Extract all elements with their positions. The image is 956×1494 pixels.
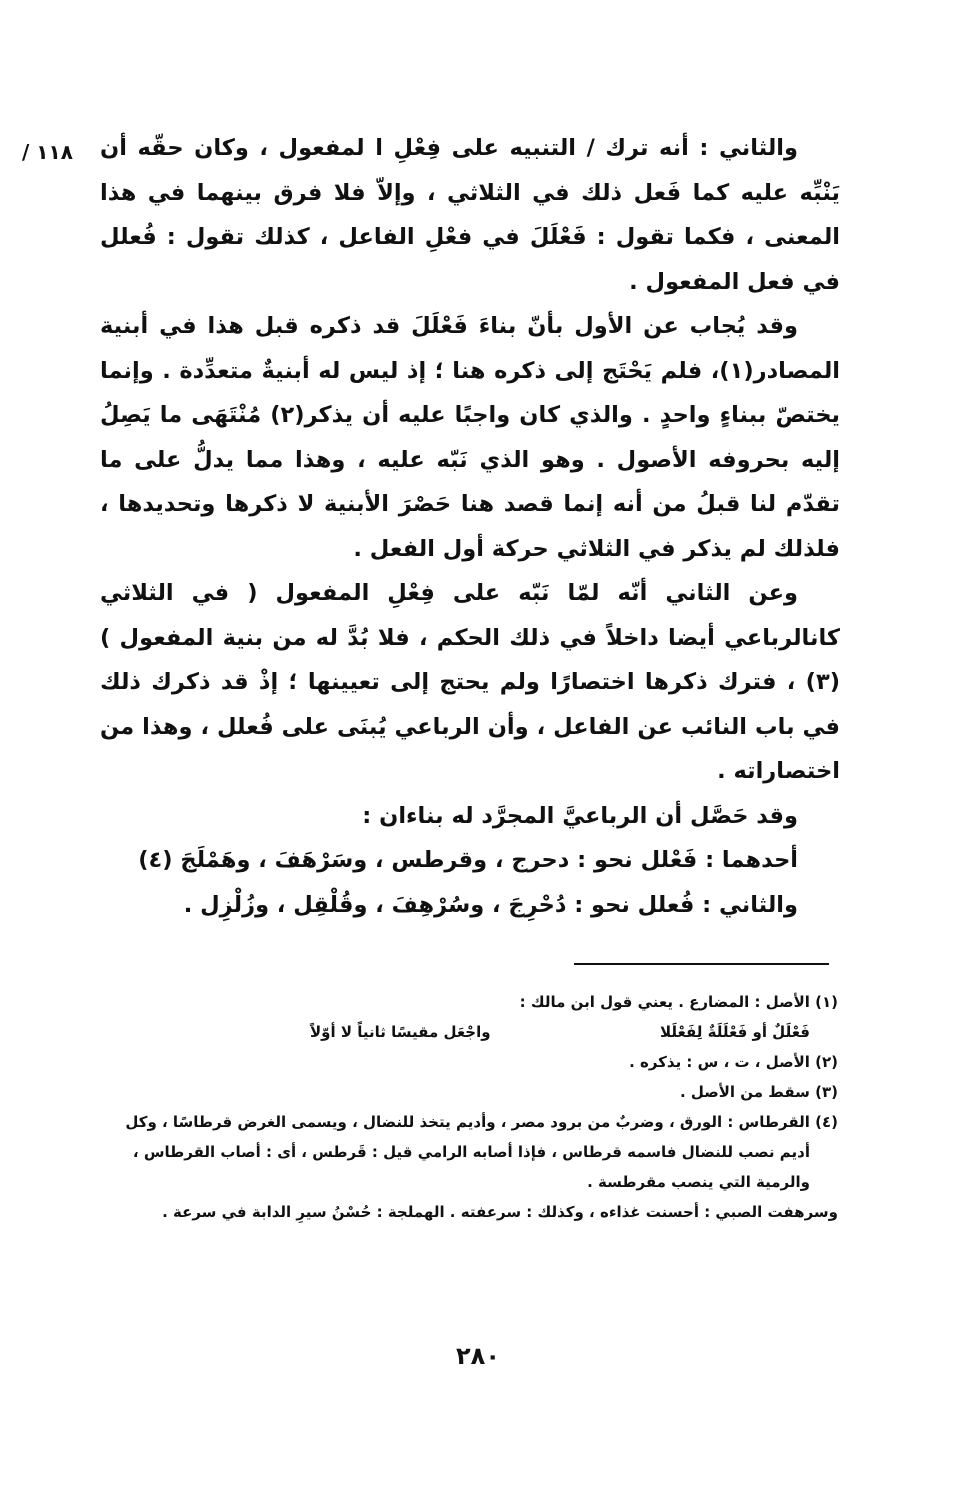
footnote-3: (٣) سقط من الأصل . [679, 1083, 838, 1101]
example-line-2: والثاني : فُعلل نحو : دُحْرِجَ ، وسُرْهِفَ ، وقُلْقِل ، وزُلْزِل . [183, 891, 798, 918]
footnote-4-line-1: (٤) القرطاس : الورق ، وضربٌ من برود مصر ، وأديم يتخذ للنضال ، ويسمى الغرض قرطاسًا ، وكل [125, 1113, 838, 1131]
page-number: ٢٨٠ [456, 1342, 500, 1370]
paragraph-1: والثاني : أنه ترك / التنبيه على فِعْلِ ا لمفعول ، وكان حقّه أن يَنْبِّه عليه كما فَعل ذلك في الثلاثي ، وإلاّ فلا فرق بينهما في هذا المعنى ، فكما تقول : فَعْلَلَ في فعْلِ الفاعل ، كذلك تقول : فُعلل في فعل المفعول . [100, 135, 840, 295]
paragraph-2: وقد يُجاب عن الأول بأنّ بناءَ فَعْلَلَ قد ذكره قبل هذا في أبنية المصادر(١)، فلم يَحْتَج إلى ذكره هنا ؛ إذ ليس له أبنيةٌ متعدِّدة . وإنما يختصّ ببناءٍ واحدٍ . والذي كان واجبًا عليه أن يذكر(٢) مُنْتَهَى ما يَصِلُ إليه بحروفه الأصول . وهو الذي نَبّه عليه ، وهذا مما يدلُّ على ما تقدّم لنا قبلُ من أنه إنما قصد هنا حَصْرَ الأبنية لا ذكرها وتحديدها ، فلذلك لم يذكر في الثلاثي حركة أول الفعل . [100, 313, 840, 562]
paragraph-4: وقد حَصَّل أن الرباعيَّ المجرَّد له بناءان : [362, 802, 798, 829]
footnote-separator [574, 963, 829, 965]
footnote-1-verse [110, 1017, 838, 1047]
main-text [100, 126, 840, 927]
footnote-4-line-4: وسرهفت الصبي : أحسنت غذاءه ، وكذلك : سرعفته . الهملجة : حُسْنُ سيرِ الدابة في سرعة . [162, 1203, 838, 1221]
footnote-2: (٢) الأصل ، ت ، س : يذكره . [629, 1053, 838, 1071]
footnote-1: (١) الأصل : المضارع . يعني قول ابن مالك : [519, 993, 838, 1011]
verse-first-hemistich: فَعْلَلٌ أو فَعْلَلَةٌ لِفَعْلَلا [660, 1023, 810, 1041]
margin-folio-note: ١١٨ / [22, 140, 73, 164]
footnote-4-line-3: والرمية التي ينصب مقرطسة . [587, 1173, 810, 1191]
paragraph-3: وعن الثاني أنّه لمّا نَبّه على فِعْلِ المفعول ( في الثلاثي كانالرباعي أيضا داخلاً في ذلك الحكم ، فلا بُدَّ له من بنية المفعول )(٣) ، فترك ذكرها اختصارًا ولم يحتج إلى تعيينها ؛ إذْ قد ذكرك ذلك في باب النائب عن الفاعل ، وأن الرباعي يُبنَى على فُعلل ، وهذا من اختصاراته . [100, 580, 840, 784]
footnotes [110, 987, 838, 1227]
verse-second-hemistich: واجْعَل مقيسًا ثانياً لا أوّلاً [310, 1023, 491, 1041]
footnote-4-line-2: أديم نصب للنضال فاسمه قرطاس ، فإذا أصابه الرامي قيل : قَرطس ، أى : أصاب القرطاس ، [132, 1143, 810, 1161]
example-line-1: أحدهما : فَعْلل نحو : دحرج ، وقرطس ، وسَرْهَفَ ، وهَمْلَجَ (٤) [138, 847, 798, 873]
